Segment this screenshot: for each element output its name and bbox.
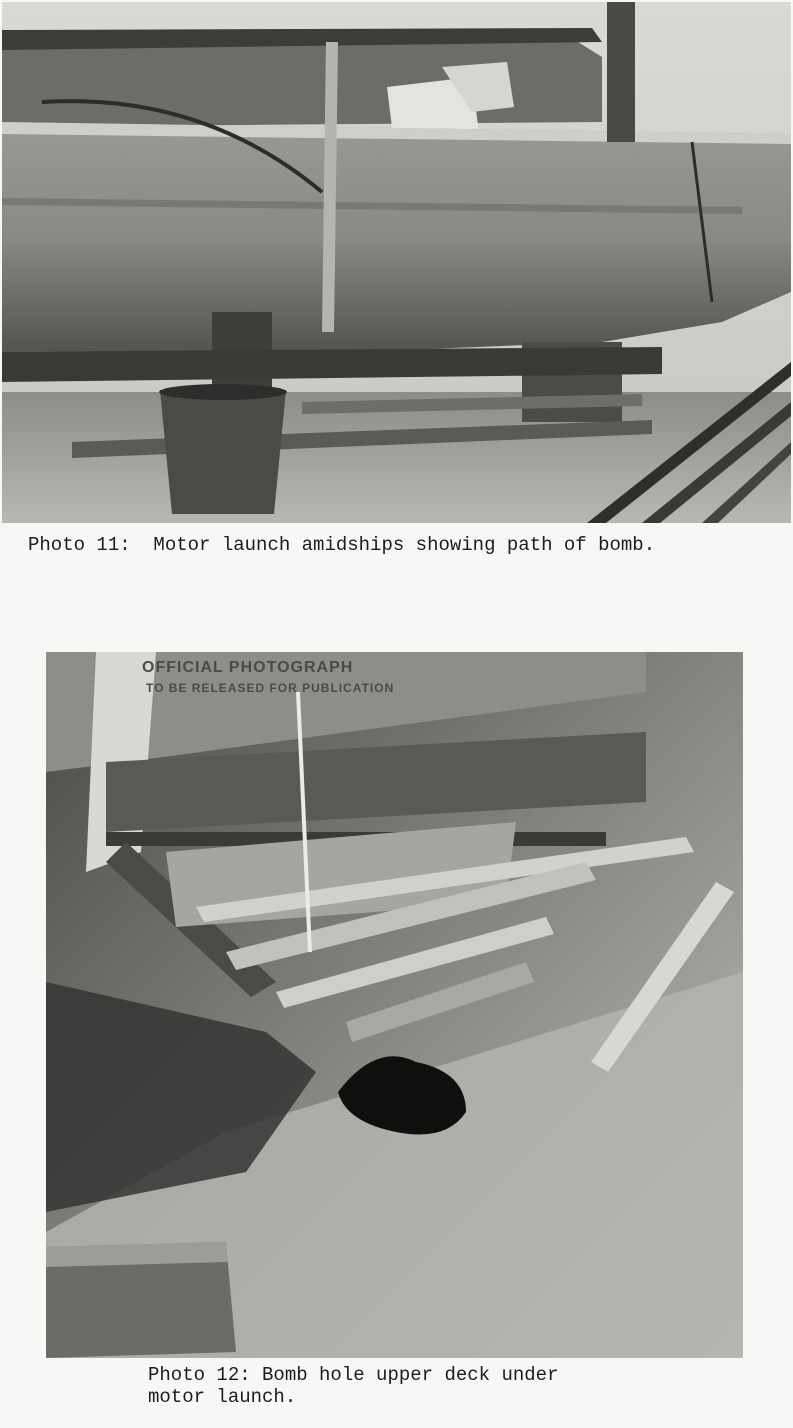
photo-11-image — [2, 2, 791, 523]
photo-12-caption-line1: Photo 12: Bomb hole upper deck under — [148, 1364, 559, 1386]
photo-12-stamp-line2: TO BE RELEASED FOR PUBLICATION — [146, 681, 395, 695]
photo-11-motor-launch — [2, 2, 791, 523]
photo-12-caption-line2: motor launch. — [148, 1386, 297, 1408]
photo-12-image — [46, 652, 743, 1358]
photo-12-bomb-hole — [46, 652, 743, 1358]
photo-12-caption — [148, 1364, 558, 1408]
photo-12-stamp-line1: OFFICIAL PHOTOGRAPH — [142, 659, 354, 676]
photo-11-caption: Photo 11: Motor launch amidships showing path of bomb. — [28, 534, 656, 556]
